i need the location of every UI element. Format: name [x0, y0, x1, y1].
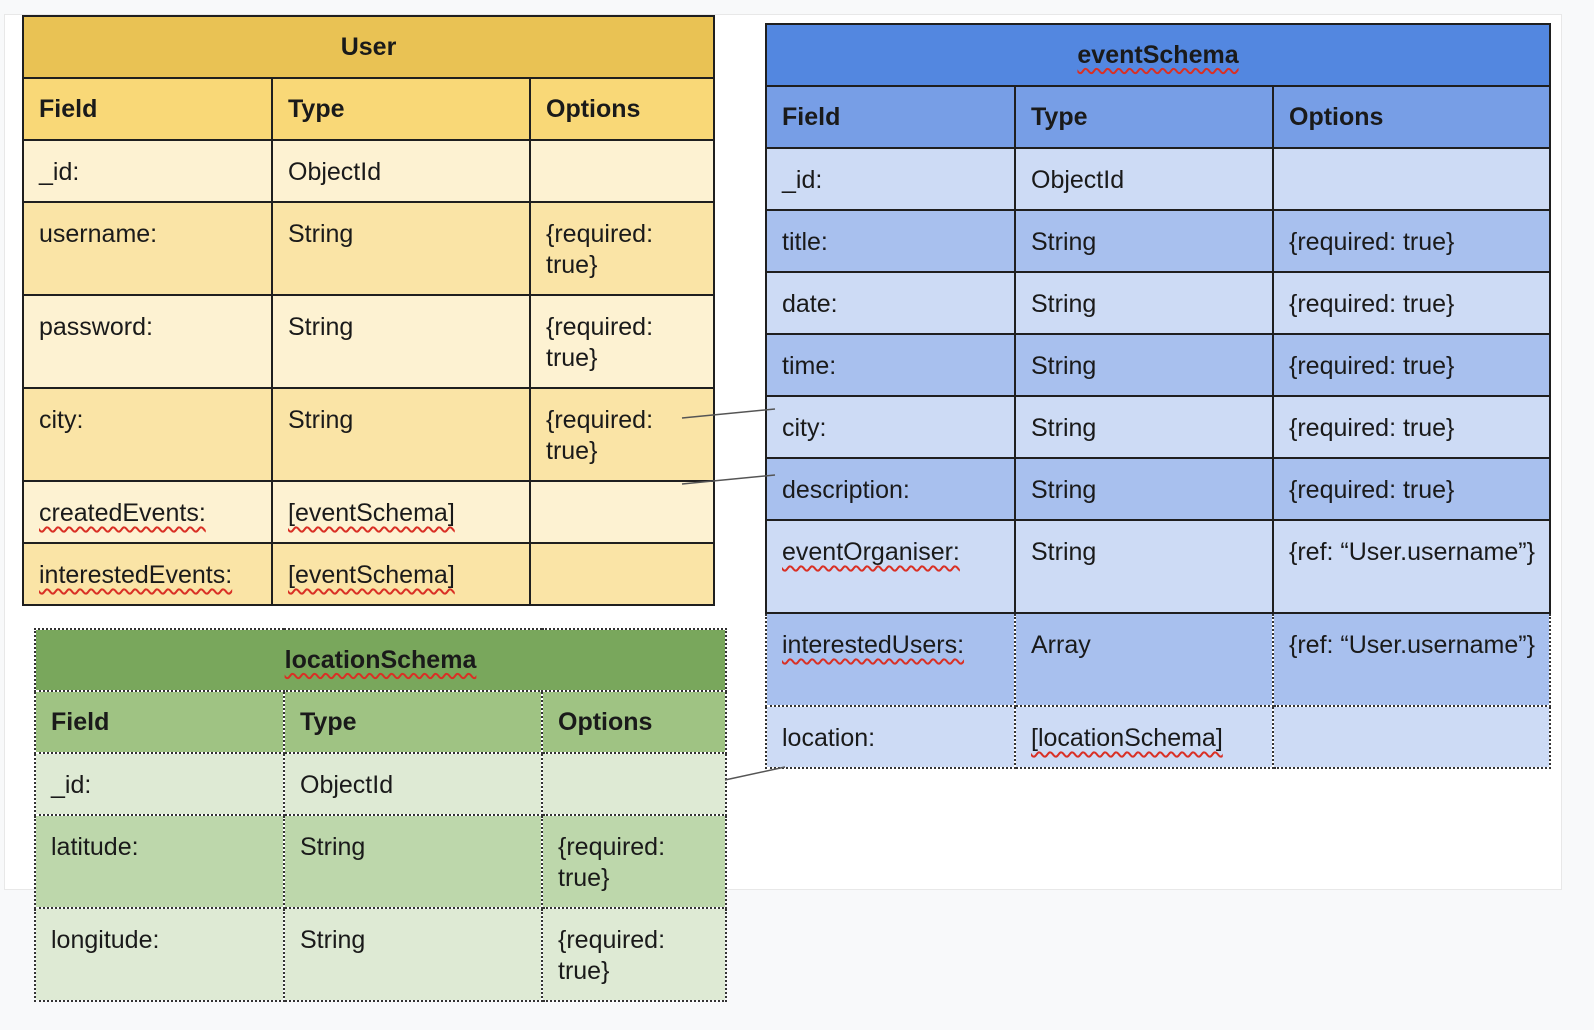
options-cell — [542, 753, 726, 815]
options-header: Options — [542, 691, 726, 753]
location-header-row — [35, 691, 726, 753]
table-row — [766, 613, 1550, 706]
location-title-text: locationSchema — [284, 645, 477, 674]
table-row — [766, 706, 1550, 768]
options-cell — [530, 543, 714, 605]
field-cell: username: — [23, 202, 272, 295]
field-text: createdEvents: — [39, 499, 206, 527]
field-cell: time: — [766, 334, 1015, 396]
options-cell: {required: true} — [1273, 396, 1550, 458]
options-cell: {required: true} — [530, 202, 714, 295]
table-row — [766, 396, 1550, 458]
options-cell: {required: true} — [542, 908, 726, 1001]
options-cell: {ref: “User.username”} — [1273, 520, 1550, 613]
type-text: [eventSchema] — [288, 561, 455, 589]
type-cell: Array — [1015, 613, 1273, 706]
type-cell: String — [272, 388, 530, 481]
table-row — [35, 753, 726, 815]
table-row — [35, 908, 726, 1001]
field-cell: password: — [23, 295, 272, 388]
type-cell: ObjectId — [284, 753, 542, 815]
options-cell — [1273, 706, 1550, 768]
type-cell: String — [1015, 520, 1273, 613]
options-cell — [530, 481, 714, 543]
table-row — [35, 815, 726, 908]
table-row — [23, 140, 714, 202]
field-cell: latitude: — [35, 815, 284, 908]
type-cell: String — [1015, 458, 1273, 520]
field-cell: date: — [766, 272, 1015, 334]
table-row — [23, 543, 714, 605]
options-cell: {required: true} — [1273, 272, 1550, 334]
location-schema-table — [34, 628, 727, 1002]
options-header: Options — [530, 78, 714, 140]
field-text: interestedUsers: — [782, 631, 965, 659]
options-cell — [530, 140, 714, 202]
type-cell — [1015, 706, 1273, 768]
field-cell: city: — [23, 388, 272, 481]
type-header: Type — [272, 78, 530, 140]
table-row — [23, 481, 714, 543]
field-cell: city: — [766, 396, 1015, 458]
field-cell: title: — [766, 210, 1015, 272]
type-text: [eventSchema] — [288, 499, 455, 527]
event-table-title — [766, 24, 1550, 86]
event-header-row — [766, 86, 1550, 148]
options-header: Options — [1273, 86, 1550, 148]
field-cell: _id: — [35, 753, 284, 815]
options-cell: {ref: “User.username”} — [1273, 613, 1550, 706]
field-cell: _id: — [23, 140, 272, 202]
table-row — [766, 148, 1550, 210]
table-row — [766, 520, 1550, 613]
options-cell: {required: true} — [542, 815, 726, 908]
table-row — [23, 295, 714, 388]
field-header: Field — [766, 86, 1015, 148]
table-row — [23, 202, 714, 295]
type-header: Type — [284, 691, 542, 753]
field-cell: longitude: — [35, 908, 284, 1001]
field-text: eventOrganiser: — [782, 538, 960, 566]
type-cell: ObjectId — [1015, 148, 1273, 210]
options-cell: {required: true} — [1273, 458, 1550, 520]
field-cell: _id: — [766, 148, 1015, 210]
type-header: Type — [1015, 86, 1273, 148]
type-cell: String — [272, 202, 530, 295]
field-cell — [766, 613, 1015, 706]
field-cell — [23, 481, 272, 543]
location-table-title — [35, 629, 726, 691]
field-header: Field — [35, 691, 284, 753]
type-cell — [272, 543, 530, 605]
type-text: [locationSchema] — [1031, 724, 1223, 752]
table-row — [766, 458, 1550, 520]
options-cell: {required: true} — [530, 388, 714, 481]
options-cell — [1273, 148, 1550, 210]
type-cell: String — [1015, 210, 1273, 272]
field-cell: location: — [766, 706, 1015, 768]
type-cell — [272, 481, 530, 543]
type-cell: ObjectId — [272, 140, 530, 202]
field-cell — [766, 520, 1015, 613]
event-schema-table — [765, 23, 1551, 769]
options-cell: {required: true} — [1273, 334, 1550, 396]
table-row — [766, 210, 1550, 272]
field-text: interestedEvents: — [39, 561, 233, 589]
type-cell: String — [284, 815, 542, 908]
table-row — [766, 272, 1550, 334]
field-header: Field — [23, 78, 272, 140]
user-schema-table — [22, 15, 715, 606]
table-row — [766, 334, 1550, 396]
type-cell: String — [1015, 334, 1273, 396]
options-cell: {required: true} — [530, 295, 714, 388]
user-header-row — [23, 78, 714, 140]
type-cell: String — [1015, 396, 1273, 458]
user-table-title: User — [23, 16, 714, 78]
field-cell: description: — [766, 458, 1015, 520]
type-cell: String — [272, 295, 530, 388]
type-cell: String — [284, 908, 542, 1001]
type-cell: String — [1015, 272, 1273, 334]
field-cell — [23, 543, 272, 605]
table-row — [23, 388, 714, 481]
event-title-text: eventSchema — [1077, 40, 1239, 69]
options-cell: {required: true} — [1273, 210, 1550, 272]
